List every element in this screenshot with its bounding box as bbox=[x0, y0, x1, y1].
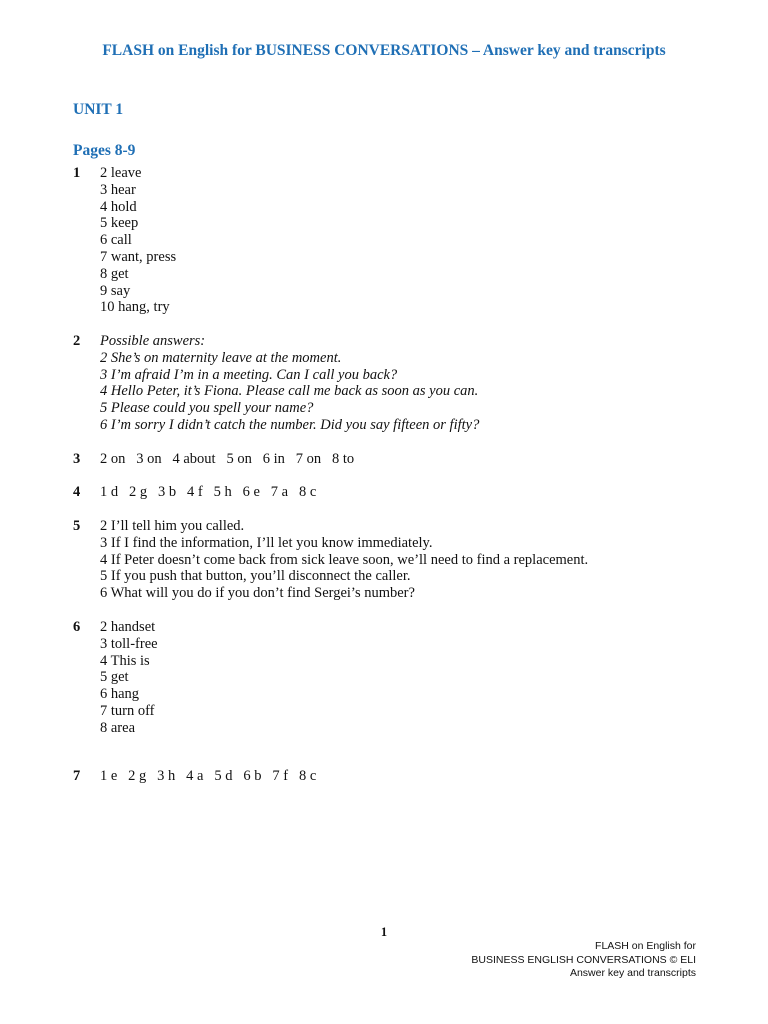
exercise-number: 7 bbox=[73, 768, 81, 784]
document-title: FLASH on English for BUSINESS CONVERSATIONS – Answer key and transcripts bbox=[102, 42, 666, 59]
exercise-number: 5 bbox=[73, 518, 81, 534]
answer-line: 6 I’m sorry I didn’t catch the number. Did you say fifteen or fifty? bbox=[100, 416, 480, 433]
answer-line: 3 hear bbox=[100, 181, 136, 198]
exercise-number: 6 bbox=[73, 619, 81, 635]
exercise-1 bbox=[73, 165, 176, 316]
footer-line: Answer key and transcripts bbox=[569, 967, 696, 980]
answer-line: 7 turn off bbox=[100, 702, 155, 719]
footer bbox=[471, 940, 696, 981]
exercise-number: 1 bbox=[73, 165, 81, 181]
exercise-3 bbox=[73, 451, 354, 468]
page-number: 1 bbox=[380, 925, 388, 939]
answer-line: 3 toll-free bbox=[100, 635, 158, 652]
answer-line: 7 want, press bbox=[100, 248, 177, 265]
footer-line: FLASH on English for bbox=[595, 940, 696, 952]
answer-line: 2 handset bbox=[100, 619, 156, 635]
exercise-5 bbox=[73, 518, 588, 602]
answer-line: 8 get bbox=[100, 265, 129, 282]
answer-line: 1 e 2 g 3 h 4 a 5 d 6 b 7 f 8 c bbox=[100, 768, 317, 784]
answer-line: 5 If you push that button, you’ll disconnect the caller. bbox=[100, 568, 411, 585]
exercise-number: 3 bbox=[73, 451, 81, 467]
answer-line: 2 She’s on maternity leave at the moment. bbox=[100, 349, 342, 366]
answer-line: 4 If Peter doesn’t come back from sick leave soon, we’ll need to find a replacement. bbox=[100, 551, 589, 568]
answer-line: 2 leave bbox=[100, 165, 142, 181]
pages-heading: Pages 8-9 bbox=[73, 142, 136, 159]
answer-line: 4 Hello Peter, it’s Fiona. Please call me back as soon as you can. bbox=[100, 383, 479, 400]
answer-line: 5 get bbox=[100, 669, 129, 686]
exercise-6 bbox=[73, 619, 158, 737]
answer-line: 4 This is bbox=[100, 652, 150, 669]
answer-line: 6 hang bbox=[100, 686, 140, 703]
answers-intro: Possible answers: bbox=[100, 333, 206, 349]
answer-line: 3 If I find the information, I’ll let you know immediately. bbox=[100, 534, 433, 551]
answer-line: 5 keep bbox=[100, 215, 139, 232]
exercise-7 bbox=[73, 768, 316, 785]
answer-line: 6 What will you do if you don’t find Sergei’s number? bbox=[100, 585, 415, 602]
exercise-4 bbox=[73, 484, 316, 501]
answer-line: 10 hang, try bbox=[100, 299, 170, 316]
exercise-2 bbox=[73, 333, 479, 434]
exercise-number: 4 bbox=[73, 484, 81, 500]
answer-line: 9 say bbox=[100, 282, 131, 299]
answer-line: 8 area bbox=[100, 719, 136, 736]
answer-line: 2 on 3 on 4 about 5 on 6 in 7 on 8 to bbox=[100, 451, 355, 467]
footer-line: BUSINESS ENGLISH CONVERSATIONS © ELI bbox=[471, 953, 696, 966]
unit-heading: UNIT 1 bbox=[73, 101, 124, 118]
answer-line: 6 call bbox=[100, 232, 132, 249]
answer-line: 1 d 2 g 3 b 4 f 5 h 6 e 7 a 8 c bbox=[100, 484, 317, 500]
answer-line: 5 Please could you spell your name? bbox=[100, 400, 314, 417]
answer-line: 4 hold bbox=[100, 198, 137, 215]
answer-line: 3 I’m afraid I’m in a meeting. Can I call you back? bbox=[100, 366, 398, 383]
answer-line: 2 I’ll tell him you called. bbox=[100, 518, 245, 534]
exercise-number: 2 bbox=[73, 333, 81, 349]
